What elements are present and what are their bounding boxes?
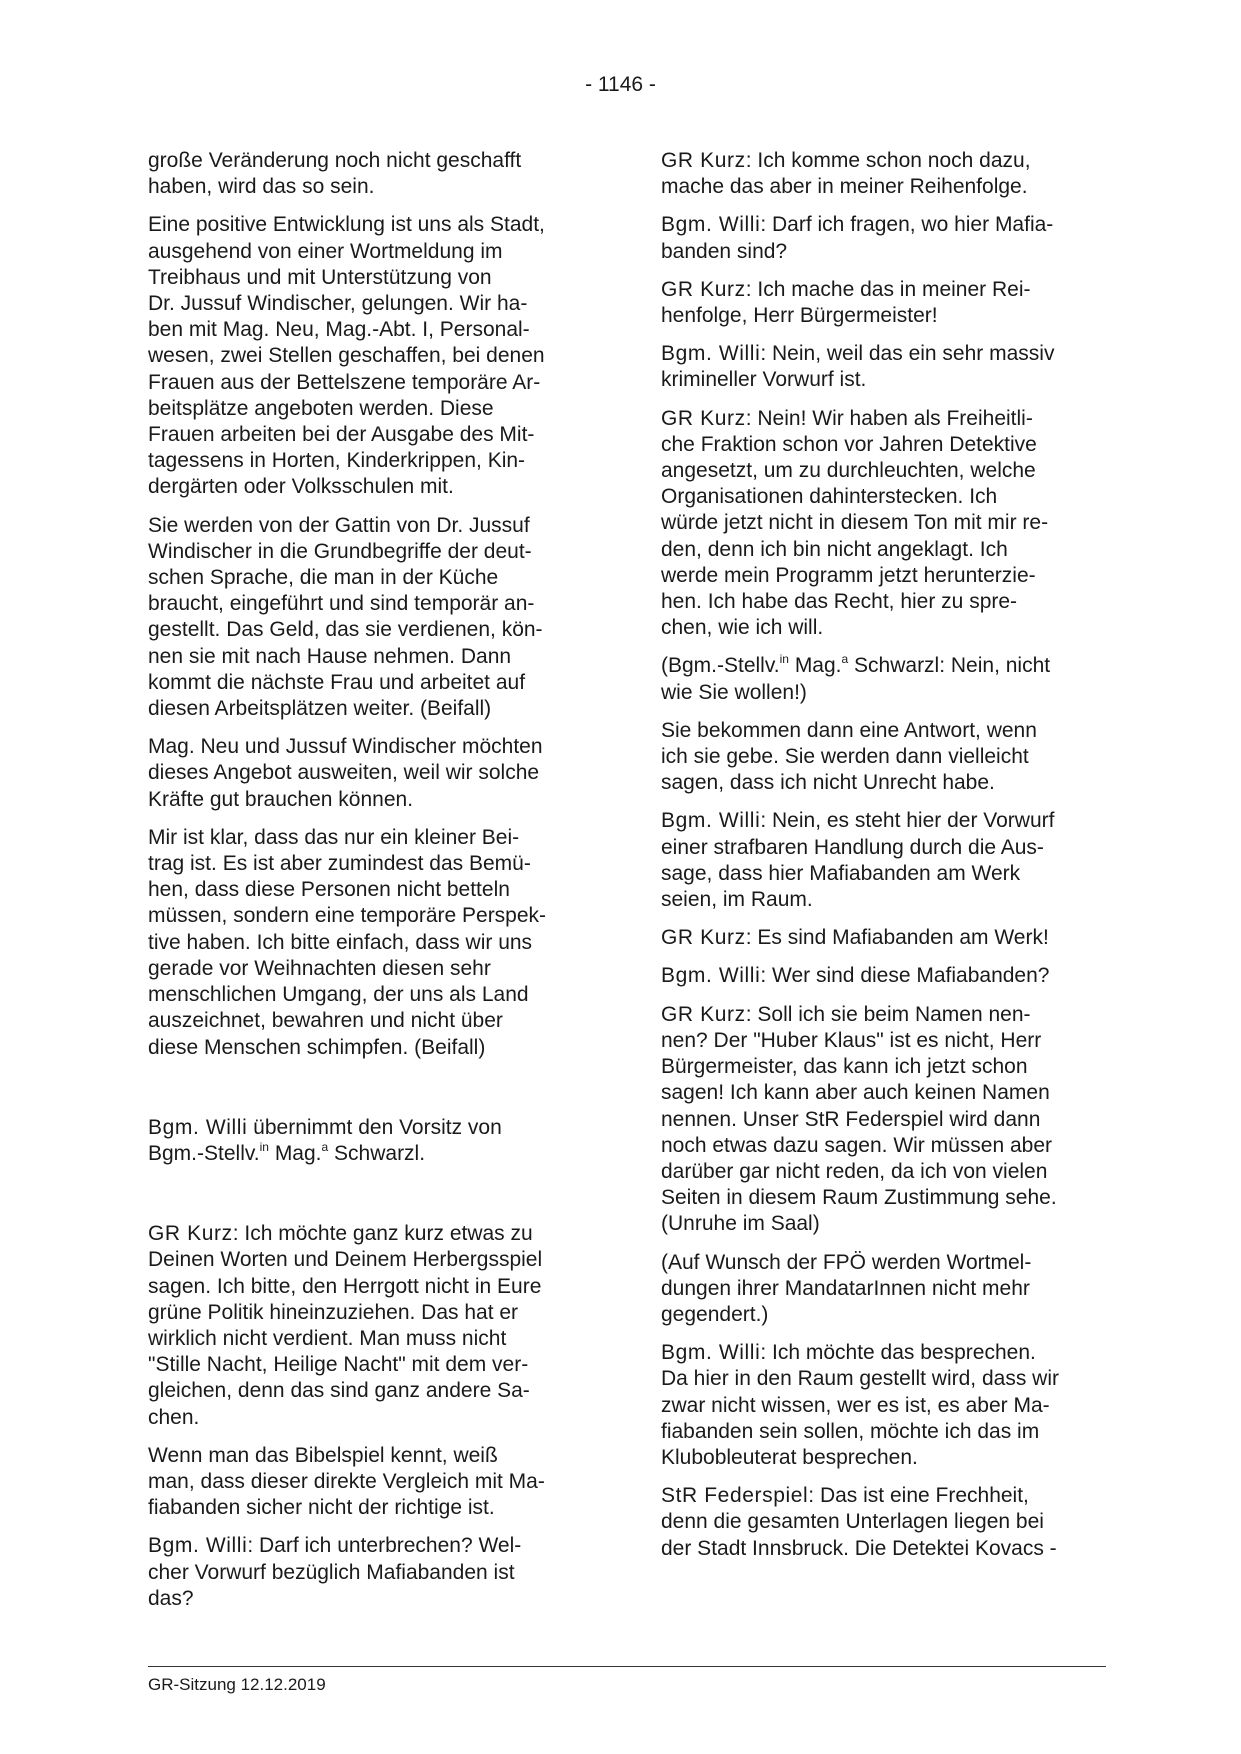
speech-first-line <box>661 1340 1106 1366</box>
speech-first-line <box>148 1533 590 1559</box>
speaker-name: GR Kurz <box>661 406 746 430</box>
text-line: beitsplätze angeboten werden. Diese <box>148 396 494 420</box>
text-line: wie Sie wollen!) <box>661 680 807 704</box>
text-line: der Stadt Innsbruck. Die Detektei Kovacs - <box>661 1536 1057 1560</box>
speaker-name: Bgm. Willi <box>661 964 761 988</box>
note-text: übernimmt den Vorsitz von <box>247 1115 502 1139</box>
speech-paragraph <box>661 1002 1106 1238</box>
text-line: Windischer in die Grundbegriffe der deut- <box>148 539 532 563</box>
text-line: würde jetzt nicht in diesem Ton mit mir re- <box>661 511 1049 535</box>
speaker-name: GR Kurz <box>661 1002 746 1026</box>
text-line: werde mein Programm jetzt herunterzie- <box>661 563 1036 587</box>
note-text: Mag. <box>788 654 842 678</box>
speech-text: : Es sind Mafiabanden am Werk! <box>745 926 1049 950</box>
speaker-name: Bgm. Willi <box>661 1341 761 1365</box>
text-line: man, dass dieser direkte Vergleich mit Ma- <box>148 1469 545 1493</box>
text-line: denn die gesamten Unterlagen liegen bei <box>661 1510 1044 1534</box>
speech-text: : Ich mache das in meiner Rei- <box>745 277 1031 301</box>
interjection <box>661 653 1106 705</box>
speaker-name: GR Kurz <box>661 277 746 301</box>
text-line: darüber gar nicht reden, da ich von vielen <box>661 1159 1048 1183</box>
speech-first-line <box>661 925 1106 951</box>
text-line: chen, wie ich will. <box>661 616 824 640</box>
text-line: wirklich nicht verdient. Man muss nicht <box>148 1326 507 1350</box>
text-line: Bürgermeister, das kann ich jetzt schon <box>661 1055 1028 1079</box>
text-line: seien, im Raum. <box>661 888 813 912</box>
speech-text: : Nein, es steht hier der Vorwurf <box>760 809 1055 833</box>
text-line: das? <box>148 1586 194 1610</box>
text-line: ben mit Mag. Neu, Mag.-Abt. I, Personal- <box>148 318 530 342</box>
text-line: Mir ist klar, dass das nur ein kleiner Bei- <box>148 825 520 849</box>
speech-first-line <box>661 148 1106 174</box>
text-line: nen sie mit nach Hause nehmen. Dann <box>148 644 512 668</box>
text-line: hen, dass diese Personen nicht betteln <box>148 878 510 902</box>
speaker-name: GR Kurz <box>661 149 746 172</box>
speaker-name: Bgm. Willi <box>661 342 761 366</box>
speech-first-line <box>661 963 1106 989</box>
note-text: Schwarzl: Nein, nicht <box>848 654 1051 678</box>
speech-text: : Darf ich fragen, wo hier Mafia- <box>760 213 1054 237</box>
speaker-name: Bgm. Willi <box>661 809 761 833</box>
text-line: banden sind? <box>661 239 788 263</box>
speech-paragraph <box>661 808 1106 913</box>
footer-divider <box>148 1666 1106 1667</box>
note-text: (Bgm.-Stellv. <box>661 654 780 678</box>
paragraph <box>148 212 590 500</box>
text-line: "Stille Nacht, Heilige Nacht" mit dem ver- <box>148 1353 529 1377</box>
text-line: sage, dass hier Mafiabanden am Werk <box>661 861 1021 885</box>
text-line: henfolge, Herr Bürgermeister! <box>661 304 938 328</box>
speaker-name: Bgm. Willi <box>148 1534 248 1558</box>
text-line: nennen. Unser StR Federspiel wird dann <box>661 1107 1041 1131</box>
speech-text: : Ich komme schon noch dazu, <box>745 149 1031 172</box>
text-line: tagessens in Horten, Kinderkrippen, Kin- <box>148 449 526 473</box>
speech-text: : Das ist eine Frechheit, <box>808 1484 1029 1508</box>
speech-paragraph <box>661 341 1106 393</box>
speech-first-line <box>661 341 1106 367</box>
speech-paragraph <box>661 1483 1106 1562</box>
speech-first-line <box>661 808 1106 834</box>
speaker-name: StR Federspiel <box>661 1484 809 1508</box>
speech-paragraph <box>661 963 1106 989</box>
speech-text: : Wer sind diese Mafiabanden? <box>760 964 1050 988</box>
text-line: gleichen, denn das sind ganz andere Sa- <box>148 1379 530 1403</box>
text-line: angesetzt, um zu durchleuchten, welche <box>661 459 1036 483</box>
text-line: fiabanden sein sollen, möchte ich das im <box>661 1419 1040 1443</box>
text-line: einer strafbaren Handlung durch die Aus- <box>661 835 1044 859</box>
text-line: große Veränderung noch nicht geschafft <box>148 149 522 172</box>
text-line: Mag. Neu und Jussuf Windischer möchten <box>148 735 543 759</box>
speaker-name: Bgm. Willi <box>148 1115 248 1139</box>
speaker-name: GR Kurz <box>148 1222 233 1246</box>
left-column <box>148 148 590 1624</box>
text-line: (Unruhe im Saal) <box>661 1212 820 1236</box>
speech-paragraph <box>661 925 1106 951</box>
text-line: gegendert.) <box>661 1302 769 1326</box>
text-line: müssen, sondern eine temporäre Perspek- <box>148 904 547 928</box>
text-line: dungen ihrer MandatarInnen nicht mehr <box>661 1276 1030 1300</box>
text-line: Seiten in diesem Raum Zustimmung sehe. <box>661 1186 1057 1210</box>
speech-text: : Ich möchte ganz kurz etwas zu <box>232 1222 533 1246</box>
speech-paragraph <box>148 1533 590 1612</box>
text-line: trag ist. Es ist aber zumindest das Bemü- <box>148 852 531 876</box>
superscript: in <box>779 652 789 667</box>
text-line: Treibhaus und mit Unterstützung von <box>148 265 492 289</box>
text-line: gestellt. Das Geld, das sie verdienen, kön- <box>148 618 543 642</box>
speech-paragraph <box>661 1340 1106 1471</box>
text-line: mache das aber in meiner Reihenfolge. <box>661 175 1028 199</box>
text-line: wesen, zwei Stellen geschaffen, bei denen <box>148 344 545 368</box>
speech-first-line <box>661 406 1106 432</box>
note-text: Mag. <box>268 1141 322 1165</box>
text-line: braucht, eingeführt und sind temporär an- <box>148 592 535 616</box>
speaker-name: GR Kurz <box>661 926 746 950</box>
text-line: ich sie gebe. Sie werden dann vielleicht <box>661 745 1029 769</box>
speech-paragraph <box>661 148 1106 200</box>
speech-first-line <box>661 1483 1106 1509</box>
speech-text: : Nein! Wir haben als Freiheitli- <box>745 406 1033 430</box>
paragraph <box>148 148 590 200</box>
text-line: Frauen arbeiten bei der Ausgabe des Mit- <box>148 423 535 447</box>
speech-text: : Soll ich sie beim Namen nen- <box>745 1002 1031 1026</box>
text-line: (Auf Wunsch der FPÖ werden Wortmel- <box>661 1250 1032 1274</box>
text-line: menschlichen Umgang, der uns als Land <box>148 983 529 1007</box>
text-line: Klubobleuterat besprechen. <box>661 1445 918 1469</box>
speech-text: : Ich möchte das besprechen. <box>760 1341 1036 1365</box>
text-line: Eine positive Entwicklung ist uns als Stadt, <box>148 213 545 237</box>
text-line: nen? Der "Huber Klaus" ist es nicht, Herr <box>661 1028 1042 1052</box>
paragraph <box>661 718 1106 797</box>
right-column <box>661 148 1106 1574</box>
superscript: a <box>321 1139 329 1154</box>
text-line: zwar nicht wissen, wer es ist, es aber Ma- <box>661 1393 1050 1417</box>
text-line: chen. <box>148 1405 200 1429</box>
paragraph <box>148 1443 590 1522</box>
text-line: Dr. Jussuf Windischer, gelungen. Wir ha- <box>148 292 528 316</box>
note-text: Bgm.-Stellv. <box>148 1141 260 1165</box>
speech-paragraph <box>661 406 1106 642</box>
text-line: diese Menschen schimpfen. (Beifall) <box>148 1035 486 1059</box>
paragraph <box>148 825 590 1061</box>
footer-session-date: GR-Sitzung 12.12.2019 <box>148 1675 326 1694</box>
text-line: Frauen aus der Bettelszene temporäre Ar- <box>148 370 541 394</box>
spacer <box>148 1073 590 1115</box>
text-line: diesen Arbeitsplätzen weiter. (Beifall) <box>148 697 492 721</box>
text-line <box>148 1115 590 1141</box>
speech-first-line <box>148 1221 590 1247</box>
paragraph <box>661 1250 1106 1329</box>
text-line: dieses Angebot ausweiten, weil wir solche <box>148 761 540 785</box>
speech-first-line <box>661 212 1106 238</box>
speech-first-line <box>661 277 1106 303</box>
text-line: krimineller Vorwurf ist. <box>661 368 867 392</box>
speech-paragraph <box>661 277 1106 329</box>
text-line: Wenn man das Bibelspiel kennt, weiß <box>148 1443 498 1467</box>
text-line: Organisationen dahinterstecken. Ich <box>661 485 998 509</box>
text-line: Deinen Worten und Deinem Herbergsspiel <box>148 1248 543 1272</box>
text-line: haben, wird das so sein. <box>148 175 375 199</box>
text-line <box>661 653 1106 679</box>
paragraph <box>148 734 590 813</box>
text-line: cher Vorwurf bezüglich Mafiabanden ist <box>148 1560 515 1584</box>
speech-text: : Darf ich unterbrechen? Wel- <box>247 1534 522 1558</box>
paragraph <box>148 513 590 723</box>
text-line: che Fraktion schon vor Jahren Detektive <box>661 432 1037 456</box>
text-line: dergärten oder Volksschulen mit. <box>148 475 454 499</box>
text-line: Kräfte gut brauchen können. <box>148 787 414 811</box>
page-number: - 1146 - <box>585 73 656 96</box>
text-line: auszeichnet, bewahren und nicht über <box>148 1009 503 1033</box>
text-line: hen. Ich habe das Recht, hier zu spre- <box>661 590 1018 614</box>
text-line: grüne Politik hineinzuziehen. Das hat er <box>148 1300 519 1324</box>
text-line: tive haben. Ich bitte einfach, dass wir uns <box>148 930 533 954</box>
spacer <box>148 1179 590 1221</box>
superscript: a <box>841 652 849 667</box>
speech-paragraph <box>148 1221 590 1431</box>
text-line: kommt die nächste Frau und arbeitet auf <box>148 670 526 694</box>
text-line: sagen. Ich bitte, den Herrgott nicht in Eure <box>148 1274 542 1298</box>
superscript: in <box>259 1139 269 1154</box>
note-text: Schwarzl. <box>328 1141 426 1165</box>
text-line: gerade vor Weihnachten diesen sehr <box>148 956 491 980</box>
text-line: sagen! Ich kann aber auch keinen Namen <box>661 1081 1050 1105</box>
text-line: schen Sprache, die man in der Küche <box>148 566 499 590</box>
text-line <box>148 1141 590 1167</box>
text-line: noch etwas dazu sagen. Wir müssen aber <box>661 1133 1053 1157</box>
speaker-name: Bgm. Willi <box>661 213 761 237</box>
text-line: fiabanden sicher nicht der richtige ist. <box>148 1496 495 1520</box>
speech-first-line <box>661 1002 1106 1028</box>
text-line: den, denn ich bin nicht angeklagt. Ich <box>661 537 1008 561</box>
text-line: Sie werden von der Gattin von Dr. Jussuf <box>148 513 530 537</box>
text-line: Da hier in den Raum gestellt wird, dass wir <box>661 1367 1059 1391</box>
speech-paragraph <box>661 212 1106 264</box>
text-line: ausgehend von einer Wortmeldung im <box>148 239 503 263</box>
text-line: Sie bekommen dann eine Antwort, wenn <box>661 718 1037 742</box>
text-line: sagen, dass ich nicht Unrecht habe. <box>661 771 995 795</box>
chair-change-note <box>148 1115 590 1167</box>
speech-text: : Nein, weil das ein sehr massiv <box>760 342 1055 366</box>
